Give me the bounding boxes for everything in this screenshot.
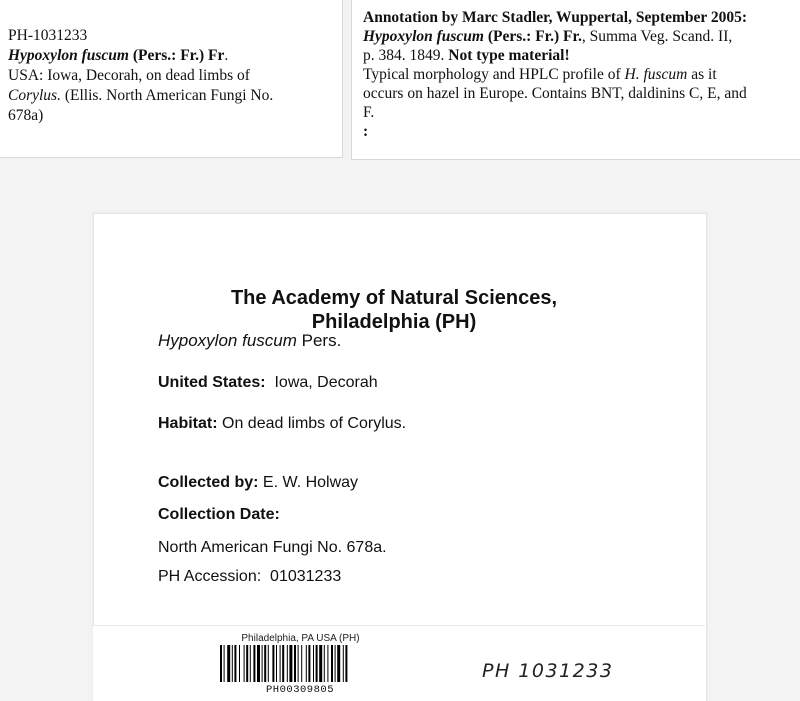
- host-line: [8, 86, 342, 106]
- annotation-description-3: F.: [363, 104, 375, 121]
- source-line-2: 678a): [8, 107, 44, 124]
- country-label: United States:: [158, 374, 266, 391]
- annotation-citation-line: [363, 46, 800, 65]
- main-taxon-author: Pers.: [296, 331, 342, 350]
- institution-line-1: The Academy of Natural Sciences,: [230, 287, 558, 309]
- taxon-line: [8, 46, 342, 66]
- annotation-description-1: [363, 65, 800, 84]
- country-line: [158, 374, 378, 392]
- annotation-description-4: :: [363, 123, 369, 140]
- taxon-end: .: [224, 47, 229, 64]
- exsiccata-line: North American Fungi No. 678a.: [158, 539, 387, 556]
- country-value: Iowa, Decorah: [265, 374, 378, 391]
- collector-value: E. W. Holway: [258, 474, 359, 491]
- annotation-label: [351, 0, 800, 160]
- habitat-value: On dead limbs of Corylus.: [217, 415, 407, 432]
- main-taxon-name: Hypoxylon fuscum: [158, 331, 297, 350]
- locality-line: USA: Iowa, Decorah, on dead limbs of: [8, 67, 250, 84]
- accession-value: 01031233: [261, 568, 342, 585]
- taxon-name: Hypoxylon fuscum: [8, 47, 129, 64]
- description-abbr-taxon: H. fuscum: [624, 66, 688, 83]
- institution-name: [154, 286, 634, 334]
- source-text: (Ellis. North American Fungi No.: [60, 87, 274, 104]
- collection-date-label: Collection Date:: [158, 506, 280, 523]
- annotation-citation-page: p. 384. 1849.: [363, 47, 449, 64]
- barcode-image: [220, 645, 380, 682]
- collector-label: Collected by:: [158, 474, 259, 491]
- accession-number: PH-1031233: [8, 27, 88, 44]
- host-name: Corylus.: [8, 87, 61, 104]
- barcode-caption: Philadelphia, PA USA (PH): [241, 633, 360, 644]
- annotation-heading: Annotation by Marc Stadler, Wuppertal, September 2005:: [363, 9, 748, 26]
- habitat-label: Habitat:: [158, 415, 218, 432]
- habitat-line: [158, 415, 406, 433]
- annotation-description-2: occurs on hazel in Europe. Contains BNT, daldinins C, E, and: [363, 85, 747, 102]
- specimen-label-top-left: [0, 0, 343, 158]
- description-text-end: as it: [687, 66, 717, 83]
- annotation-taxon-line: [363, 27, 800, 46]
- collector-line: [158, 474, 358, 492]
- annotation-taxon-name: Hypoxylon fuscum: [363, 28, 484, 45]
- not-type-note: Not type material!: [448, 47, 570, 64]
- description-text: Typical morphology and HPLC profile of: [363, 66, 625, 83]
- main-taxon-line: [158, 331, 341, 351]
- accession-label: PH Accession:: [158, 568, 262, 585]
- collection-date-line: [158, 506, 280, 524]
- taxon-author: (Pers.: Fr.) Fr: [129, 47, 225, 64]
- handwritten-accession: PH 1031233: [482, 660, 614, 682]
- institution-line-2: Philadelphia (PH): [311, 311, 477, 333]
- annotation-taxon-author: (Pers.: Fr.) Fr.: [484, 28, 582, 45]
- accession-line: [158, 568, 341, 586]
- barcode-number: PH00309805: [265, 684, 334, 696]
- annotation-citation: , Summa Veg. Scand. II,: [581, 28, 733, 45]
